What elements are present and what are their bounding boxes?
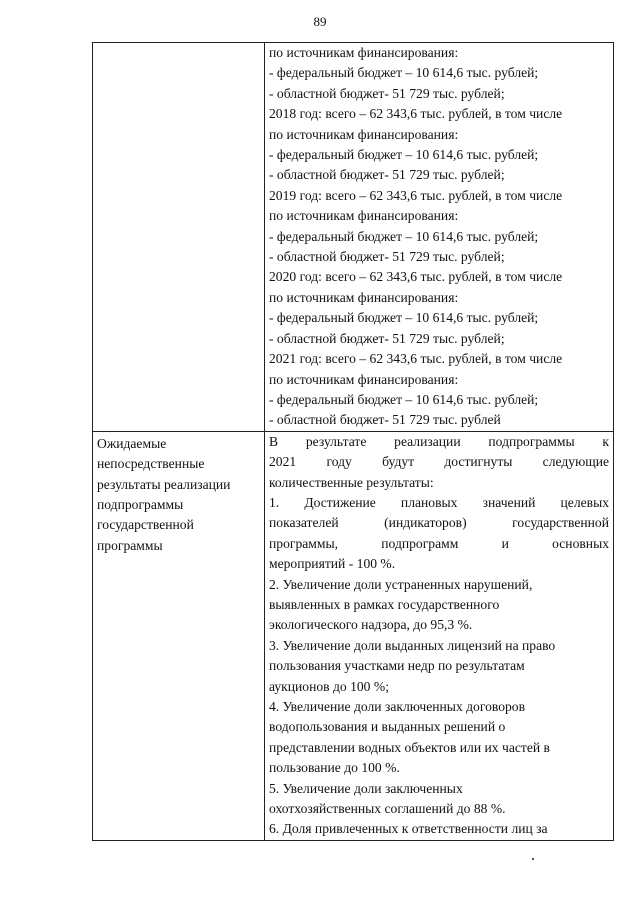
expected-result-line: 4. Увеличение доли заключенных договоров [269,699,526,714]
scan-speck [532,858,534,860]
financing-line: 2021 год: всего – 62 343,6 тыс. рублей, в том числе [269,351,563,367]
expected-result-line: аукционов до 100 %; [269,678,389,694]
expected-result-line: водопользования и выданных решений о [269,719,506,735]
expected-result-line: В результате реализации подпрограммы к [269,433,609,449]
expected-results-label-line: программы [97,537,163,553]
page-number: 89 [313,14,327,29]
expected-results-label-line: подпрограммы [97,496,184,512]
expected-result-line: программы, подпрограмм и основных [269,535,609,551]
expected-result-line: показателей (индикаторов) государственной [269,515,609,531]
financing-line: - федеральный бюджет – 10 614,6 тыс. рублей; [269,65,539,81]
financing-line: - областной бюджет- 51 729 тыс. рублей; [269,249,505,265]
expected-results-row [93,431,614,840]
financing-label-cell [93,43,265,432]
financing-line: по источникам финансирования: [269,289,459,305]
expected-results-cell [265,431,614,840]
financing-line: 2019 год: всего – 62 343,6 тыс. рублей, в том числе [269,187,563,203]
financing-line: по источникам финансирования: [269,208,459,224]
expected-result-line: пользования участками недр по результатам [269,658,525,674]
expected-result-line: охотхозяйственных соглашений до 88 %. [269,801,506,817]
financing-line: по источникам финансирования: [269,126,459,142]
expected-result-line: 3. Увеличение доли выданных лицензий на право [269,637,556,653]
financing-line: - федеральный бюджет – 10 614,6 тыс. рублей; [269,310,539,326]
expected-results-label-line: государственной [97,517,194,533]
expected-result-line: выявленных в рамках государственного [269,596,500,612]
expected-result-line: мероприятий - 100 %. [269,556,396,572]
financing-line: - федеральный бюджет – 10 614,6 тыс. рублей; [269,391,539,407]
financing-line: по источникам финансирования: [269,45,459,60]
financing-line: 2018 год: всего – 62 343,6 тыс. рублей, в том числе [269,106,563,122]
expected-result-line: пользование до 100 %. [269,760,400,776]
financing-cell [265,43,614,432]
financing-line: - областной бюджет- 51 729 тыс. рублей; [269,330,505,346]
financing-line: - федеральный бюджет – 10 614,6 тыс. рублей; [269,228,539,244]
expected-result-line: 1. Достижение плановых значений целевых [269,494,609,510]
financing-line: - областной бюджет- 51 729 тыс. рублей; [269,167,505,183]
expected-result-line: экологического надзора, до 95,3 %. [269,617,473,633]
financing-row [93,43,614,432]
financing-line: по источникам финансирования: [269,371,459,387]
expected-results-label-line: непосредственные [97,456,205,472]
expected-result-line: 6. Доля привлеченных к ответственности лиц за [269,821,548,837]
financing-line: - областной бюджет- 51 729 тыс. рублей; [269,85,505,101]
expected-result-line: количественные результаты: [269,474,434,490]
financing-line: - областной бюджет- 51 729 тыс. рублей [269,412,501,428]
expected-result-line: 2. Увеличение доли устраненных нарушений, [269,576,533,592]
expected-results-label-line: результаты реализации [97,476,231,492]
financing-line: - федеральный бюджет – 10 614,6 тыс. рублей; [269,147,539,163]
expected-results-label-cell [93,431,265,840]
program-passport-table [92,42,614,841]
expected-result-line: 5. Увеличение доли заключенных [269,780,463,796]
expected-results-label-line: Ожидаемые [97,435,167,451]
expected-result-line: 2021 году будут достигнуты следующие [269,454,609,470]
expected-result-line: представлении водных объектов или их частей в [269,739,550,755]
financing-line: 2020 год: всего – 62 343,6 тыс. рублей, в том числе [269,269,563,285]
